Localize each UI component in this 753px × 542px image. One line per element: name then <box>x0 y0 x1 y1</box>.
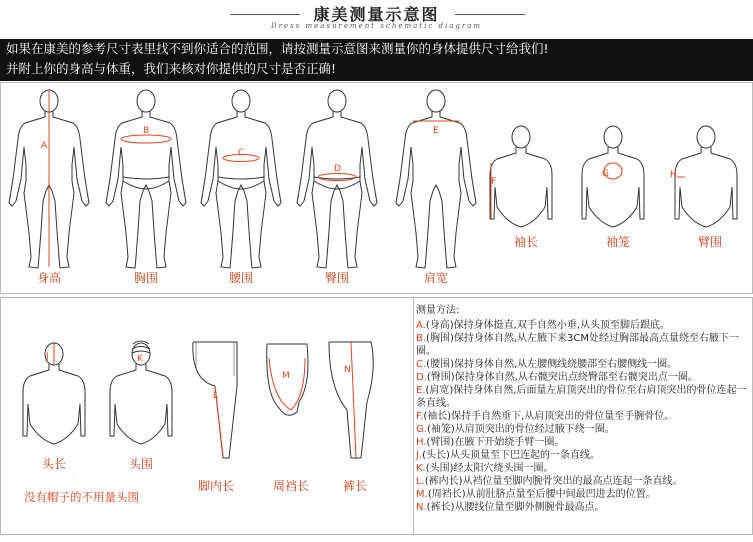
top-figures-svg <box>1 83 752 293</box>
figure-head-length <box>23 342 85 444</box>
svg-text:A: A <box>41 141 48 151</box>
method-item: N.(裤长)从腰线位量至脚外侧腕骨最高点。 <box>416 502 605 513</box>
label-head-circ: 头围 <box>128 457 153 471</box>
svg-text:E: E <box>433 126 439 136</box>
svg-text:L: L <box>213 391 219 401</box>
method-item: E.(肩宽)保持身体自然,后面量左肩顶突出的骨位至右肩顶突出的骨位连起一条直线。 <box>416 385 747 409</box>
notice-bar <box>0 39 753 81</box>
label-pants-length: 裤长 <box>342 479 367 493</box>
head-circ-note: 没有帽子的不用量头围 <box>24 490 139 504</box>
methods-heading: 测量方法: <box>416 305 460 316</box>
figure-sleeve <box>490 126 552 227</box>
figure-arm <box>670 126 737 227</box>
figure-waist <box>201 90 281 268</box>
top-figures-panel <box>0 82 753 294</box>
method-item: G.(袖笼)从肩顶突出的骨位经过腋下绕一圈。 <box>416 424 615 435</box>
method-item: J.(头长)从头顶量至下巴连起的一条直线。 <box>416 450 600 461</box>
label-height: 身高 <box>36 271 61 285</box>
label-waist: 腰围 <box>228 271 253 285</box>
svg-text:G: G <box>602 169 609 179</box>
notice-line-1: 如果在康美的参考尺寸表里找不到你适合的范围，请按测量示意图来测量你的身体提供尺寸给我们! <box>6 41 549 56</box>
svg-text:K: K <box>137 354 143 364</box>
label-hip: 臀围 <box>324 271 349 285</box>
header <box>0 0 753 36</box>
method-item: L.(裤内长)从裆位量至脚内腕骨突出的最高点连起一条直线。 <box>416 476 683 487</box>
method-item: C.(腰围)保持身体自然,从左腰侧线绕腰部至右腰侧线一圈。 <box>416 359 678 370</box>
svg-text:D: D <box>334 164 341 174</box>
svg-text:N: N <box>344 365 351 375</box>
figure-hip <box>297 90 377 268</box>
method-item: B.(胸围)保持身体自然,从左腋下来3CM处经过胸部最高点量绕至右腋下一圈。 <box>416 333 740 357</box>
label-crotch: 周裆长 <box>272 479 309 493</box>
svg-text:M: M <box>282 371 290 381</box>
label-arm: 臂围 <box>697 235 722 249</box>
svg-text:C: C <box>238 148 245 158</box>
label-armhole: 袖笼 <box>605 235 630 249</box>
figure-head-circ <box>110 341 172 444</box>
notice-line-2: 并附上你的身高与体重，我们来核对你提供的尺寸是否正确! <box>6 61 337 76</box>
page-title: 康美测量示意图 <box>313 5 440 24</box>
label-inseam: 脚内长 <box>197 479 234 493</box>
figure-height <box>9 90 89 268</box>
method-item: D.(臀围)保持身体自然,从右髋突出点绕臀部至右髋突出点一圈。 <box>416 372 698 383</box>
svg-text:B: B <box>143 126 150 136</box>
svg-text:F: F <box>491 177 497 187</box>
svg-text:H: H <box>670 170 677 180</box>
svg-text:J: J <box>46 352 49 362</box>
label-chest: 胸围 <box>133 271 158 285</box>
methods-list <box>416 304 752 514</box>
figure-armhole <box>582 126 644 227</box>
method-item: A.(身高)保持身体挺直,双手自然小垂,从头顶至脚后跟底。 <box>416 320 671 331</box>
method-item: H.(臂围)在腋下开始绕手臂一圈。 <box>416 437 565 448</box>
method-item: F.(袖长)保持手自然垂下,从肩顶突出的骨位量至手腕骨位。 <box>416 411 675 422</box>
label-shoulder: 肩宽 <box>423 271 448 285</box>
figure-crotch <box>267 344 308 415</box>
figure-shoulder <box>396 90 476 268</box>
figure-chest <box>106 90 186 268</box>
method-item: K.(头围)经太阳穴绕头围一圈。 <box>416 463 554 474</box>
figure-pants-length <box>329 342 373 458</box>
figure-inseam <box>193 342 237 458</box>
label-head-length: 头长 <box>41 457 66 471</box>
page-subtitle: Dress measurement schematic diagram <box>270 22 483 30</box>
label-sleeve: 袖长 <box>513 235 538 249</box>
method-item: M.(周裆长)从前肚脐点量至后腰中间最凹进去的位置。 <box>416 489 656 500</box>
